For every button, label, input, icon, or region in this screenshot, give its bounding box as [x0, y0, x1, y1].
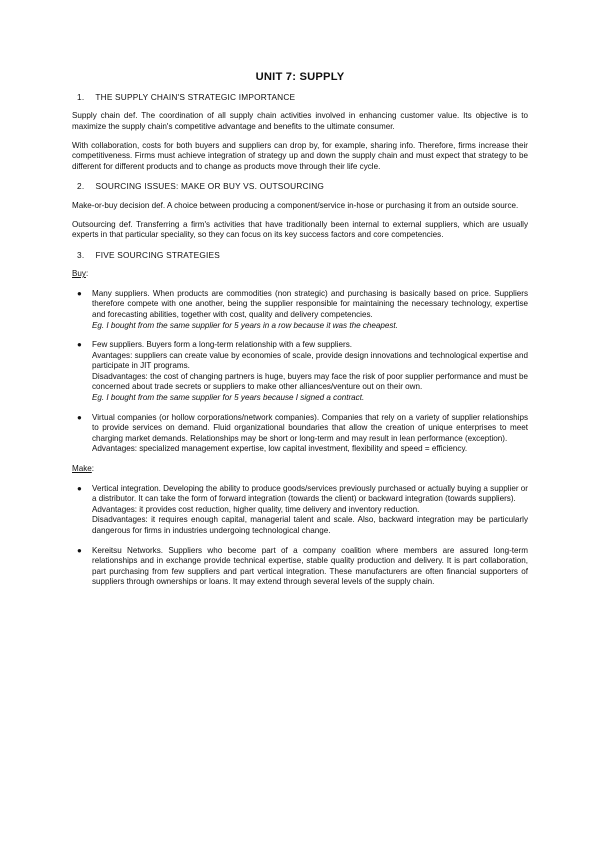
subheading-buy [72, 269, 528, 280]
section-number: 2. [77, 181, 85, 192]
list-item-text: Vertical integration. Developing the ability to produce goods/services previously purchased or actually buying a supplier or a distributor. It can take the form of forward integration (towards the client) or backward integration (towards suppliers). [92, 483, 528, 504]
bullet-icon: ● [77, 288, 82, 298]
section-heading-text: THE SUPPLY CHAIN'S STRATEGIC IMPORTANCE [95, 91, 296, 102]
paragraph-make-or-buy-def: Make-or-buy decision def. A choice between producing a component/service in-hose or purchasing it from an outside source. [72, 200, 519, 210]
section-heading-sourcing-issues [72, 181, 528, 192]
list-item-text: Many suppliers. When products are commodities (non strategic) and purchasing is basically based on price. Suppliers therefore compete with one another, being the supplier responsible for maintaining the necessary technology, expertise and forecasting abilities, together with cost, quality and delivery competencies. [92, 288, 528, 319]
section-heading-text: FIVE SOURCING STRATEGIES [95, 249, 221, 260]
list-item-disadvantages: Disadvantages: it requires enough capital, managerial talent and scale. Also, backward integration may be particularly dangerous for firms in industries undergoing technological change. [92, 515, 528, 535]
list-item-advantages: Advantages: specialized management expertise, low capital investment, flexibility and speed = efficiency. [92, 444, 468, 454]
bullet-icon: ● [77, 340, 82, 350]
list-item-advantages: Avantages: suppliers can create value by economies of scale, provide design innovations and technological expertise and participate in JIT programs. [92, 350, 528, 371]
list-item-virtual-companies [72, 413, 528, 455]
subheading-buy-label: Buy [72, 269, 86, 279]
subheading-colon: : [85, 269, 89, 279]
list-item-text: Kereitsu Networks. Suppliers who become part of a company coalition where members are assured long-term relationships and in exchange provide technical expertise, stable quality production and delivery. It is part collaboration, part purchasing from few suppliers and part vertical integration. These manufacturers are often financial supporters of suppliers through ownerships or loans. It may extend through several levels of the supply chain. [92, 545, 528, 587]
list-item-example: Eg. I bought from the same supplier for 5 years in a row because it was the cheapest. [92, 320, 398, 330]
section-number: 1. [77, 91, 85, 102]
list-item-keiretsu-networks [72, 546, 528, 588]
paragraph-collaboration: With collaboration, costs for both buyers and suppliers can drop by, for example, sharing info. Therefore, firms increase their competitiveness. Firms must achieve integration of strategy up and down the supply chain and must expect that strategy to be different for different products and to change as products move through their life cycle. [72, 140, 528, 172]
section-heading-supply-chain [72, 92, 528, 103]
list-item-example: Eg. I bought from the same supplier for 5 years because I signed a contract. [92, 393, 365, 403]
page-title: UNIT 7: SUPPLY [255, 71, 345, 83]
section-heading-sourcing-strategies [72, 250, 528, 261]
list-item-text: Few suppliers. Buyers form a long-term relationship with a few suppliers. [92, 340, 353, 350]
list-item-vertical-integration [72, 484, 528, 537]
subheading-colon: : [91, 464, 95, 474]
list-item-advantages: Advantages: it provides cost reduction, higher quality, time delivery and inventory reduction. [92, 504, 420, 514]
document-page [72, 0, 528, 597]
list-item-text: Virtual companies (or hollow corporations/network companies). Companies that rely on a variety of supplier relationships to provide services on demand. Fluid organizational boundaries that allow the creation of unique enterprises to meet charging market demands. Relationships may be short or long-term and may result in lean performance (exception). [92, 412, 528, 443]
paragraph-outsourcing-def: Outsourcing def. Transferring a firm's activities that have traditionally been internal to external suppliers, which are usually experts in that particular speciality, so they can focus on its key success factors and core competencies. [72, 219, 528, 240]
section-heading-text: SOURCING ISSUES: MAKE OR BUY VS. OUTSOURCING [95, 181, 325, 192]
bullet-icon: ● [77, 483, 82, 493]
list-item-many-suppliers [72, 289, 528, 331]
bullet-icon: ● [77, 545, 82, 555]
subheading-make [72, 464, 528, 475]
section-number: 3. [77, 249, 85, 260]
subheading-make-label: Make [72, 464, 92, 474]
list-item-few-suppliers [72, 340, 528, 404]
paragraph-supply-chain-def: Supply chain def. The coordination of all supply chain activities involved in enhancing customer value. Its objective is to maximize the supply chain's competitive advantage and benefits to the ultimate consumer. [72, 111, 528, 131]
bullet-icon: ● [77, 412, 82, 422]
list-item-disadvantages: Disadvantages: the cost of changing partners is huge, buyers may face the risk of poor supplier performance and must be concerned about trade secrets or suppliers to make other alliances/venture out on their own. [92, 371, 528, 392]
